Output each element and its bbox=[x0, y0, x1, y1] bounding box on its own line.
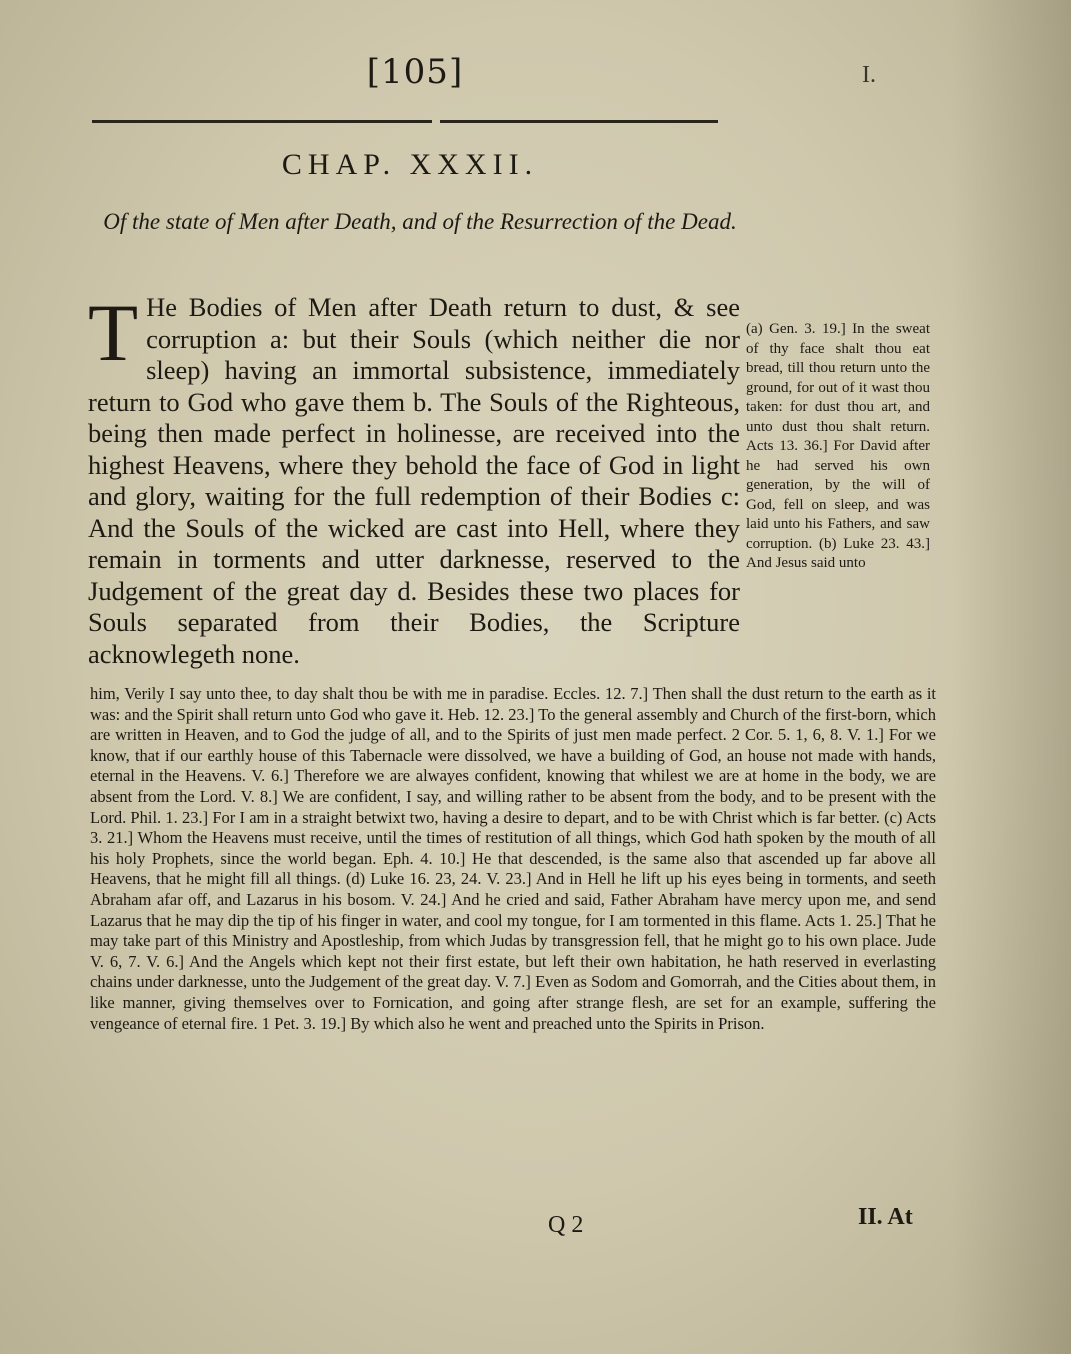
chapter-subtitle: Of the state of Men after Death, and of the Resurrection of the Dead. bbox=[103, 209, 737, 234]
chapter-title: CHAP. XXXII. bbox=[281, 148, 539, 181]
main-paragraph-block bbox=[88, 287, 740, 670]
signature-mark: Q 2 bbox=[548, 1212, 584, 1238]
margin-note: (a) Gen. 3. 19.] In the sweat of thy face shalt thou eat bread, till thou return unto the ground, for out of it wast thou taken: for dust thou art, and unto dust thou shalt return. Acts 13. 36.] For David after he had served his own generation, by the will of God, fell on sleep, and was laid unto his Fathers, and saw corruption. (b) Luke 23. 43.] And Jesus said unto bbox=[746, 321, 930, 571]
page-number: [105] bbox=[366, 52, 464, 92]
drop-cap: T bbox=[88, 287, 139, 378]
header-rule-right bbox=[440, 120, 718, 123]
corner-mark: I. bbox=[862, 62, 876, 88]
main-paragraph: He Bodies of Men after Death return to dust, & see corruption a: but their Souls (which neither die nor sleep) having an immortal subsistence, immediately return to God who gave them b. The Souls of the Righteous, being then made perfect in holinesse, are received into the highest Heavens, where they behold the face of God in light and glory, waiting for the full redemption of their Bodies c: And the Souls of the wicked are cast into Hell, where they remain in torments and utter darknesse, reserved to the Judgement of the great day d. Besides these two places for Souls separated from their Bodies, the Scripture acknowlegeth none. bbox=[88, 292, 740, 669]
catchword: II. At bbox=[858, 1204, 913, 1230]
footnotes: him, Verily I say unto thee, to day shalt thou be with me in paradise. Eccles. 12. 7.] Then shall the dust return to the earth as it was: and the Spirit shall return unto God who gave it. Heb. 12. 23.] To the general assembly and Church of the first-born, which are written in Heaven, and to God the judge of all, and to the Spirits of just men made perfect. 2 Cor. 5. 1, 6, 8. V. 1.] For we know, that if our earthly house of this Tabernacle were dissolved, we have a building of God, an house not made with hands, eternal in the Heavens. V. 6.] Therefore we are alwayes confident, knowing that whilest we are at home in the body, we are absent from the Lord. V. 8.] We are confident, I say, and willing rather to be absent from the body, and to be present with the Lord. Phil. 1. 23.] For I am in a straight betwixt two, having a desire to depart, and to be with Christ which is far better. (c) Acts 3. 21.] Whom the Heavens must receive, until the times of restitution of all things, which God hath spoken by the mouth of all his holy Prophets, since the world began. Eph. 4. 10.] He that descended, is the same also that ascended up far above all Heavens, that he might fill all things. (d) Luke 16. 23, 24. V. 23.] And in Hell he lift up his eyes being in torments, and seeth Abraham afar off, and Lazarus in his bosom. V. 24.] And he cried and said, Father Abraham have mercy upon me, and send Lazarus that he may dip the tip of his finger in water, and cool my tongue, for I am tormented in this flame. Acts 1. 25.] That he may take part of this Ministry and Apostleship, from which Judas by transgression fell, that he might go to his own place. Jude V. 6, 7. V. 6.] And the Angels which kept not their first estate, but left their own habitation, he hath reserved in everlasting chains under darknesse, unto the Judgement of the great day. V. 7.] Even as Sodom and Gomorrah, and the Cities about them, in like manner, giving themselves over to Fornication, and going after strange flesh, are set for an example, suffering the vengeance of eternal fire. 1 Pet. 3. 19.] By which also he went and preached unto the Spirits in Prison. bbox=[90, 684, 936, 1033]
header-rule-left bbox=[92, 120, 432, 123]
